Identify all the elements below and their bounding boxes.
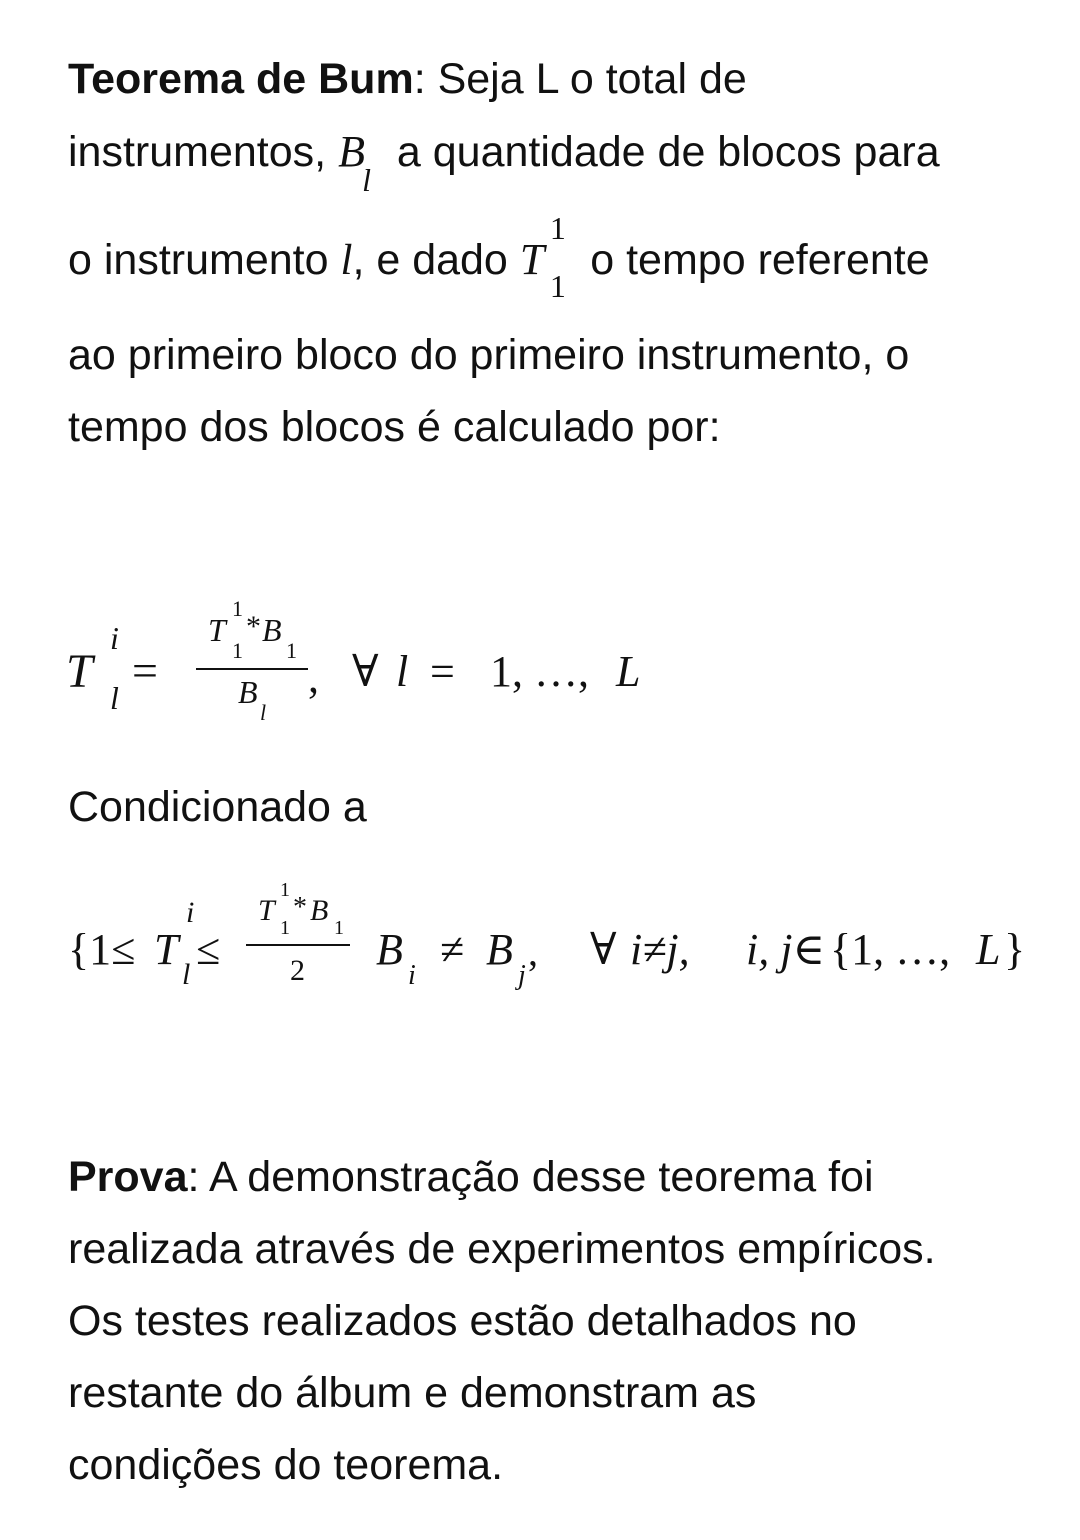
proof-line-4: restante do álbum e demonstram as: [68, 1369, 757, 1417]
theorem-line-4: ao primeiro bloco do primeiro instrumento, o: [68, 331, 910, 379]
math-B-l: B l: [338, 127, 371, 198]
theorem-line-1: Teorema de Bum: Seja L o total de: [68, 55, 747, 103]
theorem-title: Teorema de Bum: [68, 55, 414, 103]
math-T-1-1: T 1 1: [519, 210, 566, 304]
theorem-line-2: instrumentos, B l a quantidade de blocos para: [68, 127, 940, 198]
proof-line-1: Prova: A demonstração desse teorema foi: [68, 1153, 874, 1201]
condition-fraction-bar: [246, 944, 350, 946]
condition-label: Condicionado a: [68, 783, 367, 831]
document-page: Teorema de Bum: Seja L o total de instrumentos, B l a quantidade de blocos para o instrumento l, e dado T 1 1 o tempo referente ao primeiro bloco do primeiro instrumento, o tempo dos blocos é calculado por: T i l = T 1 1 * B 1 B l , ∀ l = 1, …, L Condicionado a {1≤ T i l ≤ T 1 1 * B 1 2 B i ≠ B j , ∀ i≠j, i, j∈ {1, …, L } Prova: A demonstração desse teorema foi realizada através de experimentos empíricos. Os testes realizados estão detalhados no restante do álbum e demonstram as condições do teorema.: [66, 55, 1026, 1489]
math-l: l: [340, 237, 353, 284]
proof-line-5: condições do teorema.: [68, 1441, 504, 1489]
fraction-bar: [196, 668, 308, 670]
theorem-line-3: o instrumento l, e dado T 1 1 o tempo referente: [68, 210, 930, 304]
proof-line-3: Os testes realizados estão detalhados no: [68, 1297, 857, 1345]
theorem-line-5: tempo dos blocos é calculado por:: [68, 403, 721, 451]
proof-title: Prova: [68, 1153, 188, 1201]
proof-line-2: realizada através de experimentos empíricos.: [68, 1225, 936, 1273]
